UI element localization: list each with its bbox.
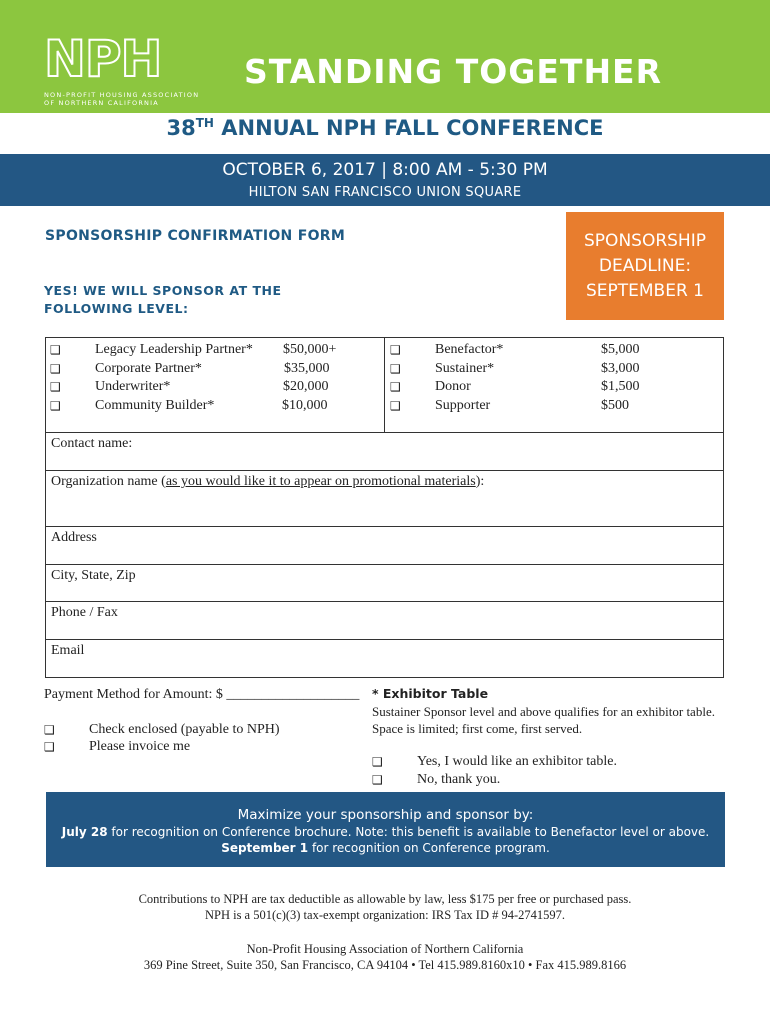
checkbox-invoice[interactable]: ❑ (44, 740, 55, 754)
deadline-box (566, 212, 724, 320)
exhibitor-table-title: * Exhibitor Table (372, 686, 489, 701)
checkbox-corporate-partner[interactable]: ❑ (50, 362, 61, 376)
address-field[interactable] (45, 526, 724, 565)
checkbox-benefactor[interactable]: ❑ (390, 343, 401, 357)
level-prompt: YES! WE WILL SPONSOR AT THE FOLLOWING LEVEL: (44, 283, 282, 316)
contact-name-label: Contact name: (51, 436, 133, 451)
promo-headline: Maximize your sponsorship and sponsor by: (237, 807, 534, 823)
level-name: Donor (435, 379, 471, 394)
conference-date-time: OCTOBER 6, 2017 | 8:00 AM - 5:30 PM (222, 160, 548, 180)
level-amount: $3,000 (601, 361, 640, 376)
tagline: STANDING TOGETHER (244, 52, 663, 91)
level-amount: $500 (601, 398, 629, 413)
level-name: Supporter (435, 398, 491, 413)
payment-option-invoice: Please invoice me (89, 739, 191, 754)
title-number: 38 (166, 116, 196, 140)
levels-divider (384, 337, 385, 433)
level-amount: $35,000 (284, 361, 330, 376)
title-ordinal: TH (195, 116, 214, 130)
organization-name-field[interactable] (45, 470, 724, 527)
promo-box (46, 792, 725, 867)
promo-line2 (46, 841, 725, 855)
tax-note-line1: Contributions to NPH are tax deductible as allowable by law, less $175 per free or purchased pass. (138, 892, 632, 906)
form-title: SPONSORSHIP CONFIRMATION FORM (45, 228, 346, 244)
promo-line1-text: for recognition on Conference brochure. Note: this benefit is available to Benefactor level or above. (107, 825, 710, 839)
checkbox-donor[interactable]: ❑ (390, 380, 401, 394)
nph-logo (44, 30, 162, 88)
level-name: Benefactor* (435, 342, 504, 357)
org-label-suffix: ): (475, 474, 485, 489)
level-name: Community Builder* (95, 398, 215, 413)
promo-date-july: July 28 (61, 825, 108, 839)
level-name: Underwriter* (95, 379, 171, 394)
org-label-prefix: Organization name ( (51, 474, 166, 489)
exhibitor-option-yes: Yes, I would like an exhibitor table. (417, 754, 617, 769)
level-amount: $20,000 (283, 379, 329, 394)
email-label: Email (51, 643, 85, 658)
conference-venue: HILTON SAN FRANCISCO UNION SQUARE (248, 185, 522, 200)
title-rest: ANNUAL NPH FALL CONFERENCE (221, 116, 604, 140)
phone-fax-label: Phone / Fax (51, 605, 118, 620)
promo-line2-text: for recognition on Conference program. (308, 841, 550, 855)
checkbox-community-builder[interactable]: ❑ (50, 399, 61, 413)
conference-title (0, 116, 770, 140)
level-name: Corporate Partner* (95, 361, 202, 376)
checkbox-sustainer[interactable]: ❑ (390, 362, 401, 376)
date-venue-bar (0, 154, 770, 206)
tax-note-line2: NPH is a 501(c)(3) tax-exempt organization: IRS Tax ID # 94-2741597. (204, 908, 566, 922)
deadline-line3: SEPTEMBER 1 (585, 280, 704, 301)
payment-amount-label: Payment Method for Amount: $ ___________________ (44, 687, 360, 702)
city-state-zip-label: City, State, Zip (51, 568, 136, 583)
deadline-line2: DEADLINE: (598, 255, 692, 276)
address-label: Address (51, 530, 97, 545)
promo-line1 (46, 825, 725, 839)
exhibitor-option-no: No, thank you. (417, 772, 501, 787)
footer-org-name: Non-Profit Housing Association of Northern California (246, 942, 524, 956)
payment-option-check: Check enclosed (payable to NPH) (89, 722, 280, 737)
checkbox-exhibitor-yes[interactable]: ❑ (372, 755, 383, 769)
checkbox-supporter[interactable]: ❑ (390, 399, 401, 413)
email-field[interactable] (45, 639, 724, 678)
exhibitor-table-note: Sustainer Sponsor level and above qualifies for an exhibitor table. Space is limited; first come, first served. (372, 704, 715, 736)
level-amount: $5,000 (601, 342, 640, 357)
checkbox-legacy-leadership-partner[interactable]: ❑ (50, 343, 61, 357)
logo-subtitle-line1: NON-PROFIT HOUSING ASSOCIATION (44, 91, 200, 99)
logo-text: NPH (44, 30, 162, 88)
promo-date-september: September 1 (221, 841, 309, 855)
checkbox-underwriter[interactable]: ❑ (50, 380, 61, 394)
level-name: Legacy Leadership Partner* (95, 342, 253, 357)
footer-address: 369 Pine Street, Suite 350, San Francisco, CA 94104 • Tel 415.989.8160x10 • Fax 415.989.8166 (143, 958, 627, 972)
checkbox-exhibitor-no[interactable]: ❑ (372, 773, 383, 787)
city-state-zip-field[interactable] (45, 564, 724, 602)
phone-fax-field[interactable] (45, 601, 724, 640)
checkbox-check-enclosed[interactable]: ❑ (44, 723, 55, 737)
org-label-underlined: as you would like it to appear on promotional materials (165, 474, 476, 489)
logo-subtitle (44, 91, 199, 107)
deadline-line1: SPONSORSHIP (584, 230, 706, 251)
level-amount: $50,000+ (283, 342, 337, 357)
level-amount: $10,000 (282, 398, 328, 413)
contact-name-field[interactable] (45, 432, 724, 471)
level-name: Sustainer* (435, 361, 495, 376)
level-amount: $1,500 (601, 379, 640, 394)
logo-subtitle-line2: OF NORTHERN CALIFORNIA (44, 99, 159, 107)
